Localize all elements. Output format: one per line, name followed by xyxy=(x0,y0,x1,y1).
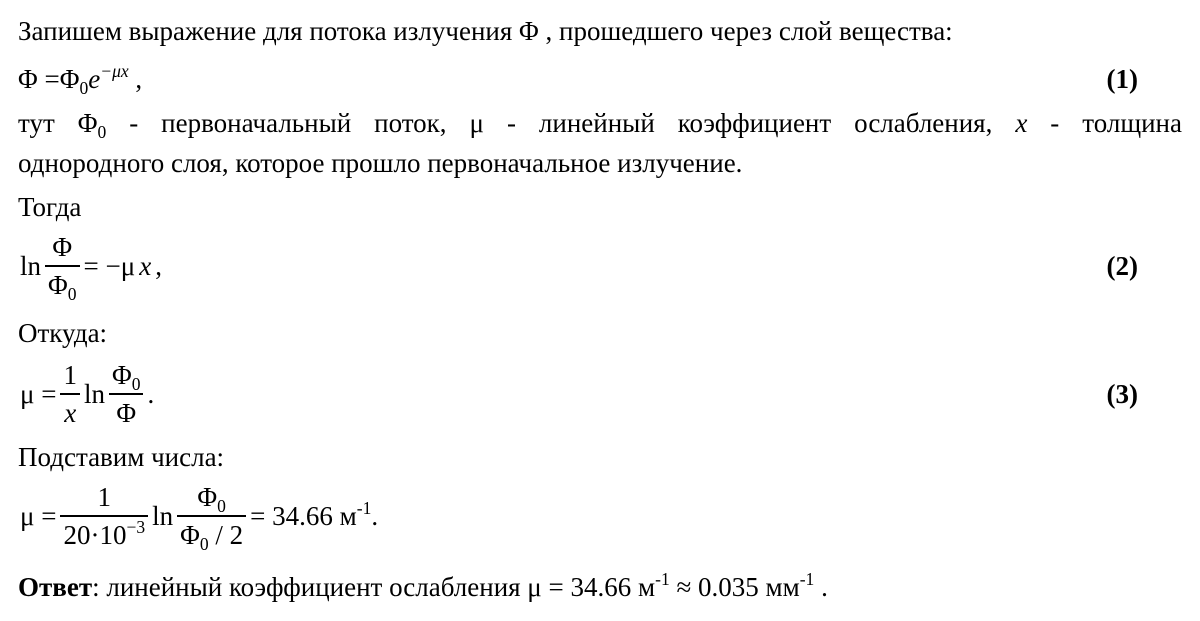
eq3-numerator xyxy=(109,357,144,395)
eq3-lhs: μ = xyxy=(20,378,57,409)
eq1-lhs: Φ xyxy=(18,64,38,94)
eq4-fraction-1 xyxy=(60,479,148,553)
answer-period: . xyxy=(814,572,828,602)
eq4-ln: ln xyxy=(152,500,174,531)
eq1-exponent: −μx xyxy=(100,61,129,82)
eq2-denominator xyxy=(45,267,80,303)
eq3-period: . xyxy=(147,378,155,409)
eq2-rhs: = −μ xyxy=(83,250,136,281)
eq4-rhs: = 34.66 м xyxy=(250,500,357,531)
eq4-den-exp: −3 xyxy=(126,517,146,538)
equation-1 xyxy=(18,62,142,96)
eq4-one: 1 xyxy=(60,479,148,517)
desc-end: - толщина xyxy=(1027,108,1182,138)
answer-exp2: -1 xyxy=(799,569,815,590)
eq4-lhs: μ = xyxy=(20,500,57,531)
eq1-e: e xyxy=(88,64,101,94)
eq4-rhs-exp: -1 xyxy=(356,497,372,518)
eq2-fraction xyxy=(45,229,80,303)
whence-text: Откуда: xyxy=(18,318,108,348)
eq3-num-sub: 0 xyxy=(131,373,141,394)
eq2-numerator: Φ xyxy=(45,229,80,267)
eq4-num-phi: Φ xyxy=(197,482,218,512)
eq3-x: x xyxy=(64,398,77,428)
desc-phi: тут Φ xyxy=(18,108,98,138)
answer-label: Ответ xyxy=(18,572,93,602)
eq4-fraction-2 xyxy=(177,479,246,553)
eq4-period: . xyxy=(371,500,379,531)
eq3-one: 1 xyxy=(60,357,80,395)
intro-text: Запишем выражение для потока излучения Φ , прошедшего через слой вещества: xyxy=(18,16,953,46)
answer-text: : линейный коэффициент ослабления μ = 34.66 м xyxy=(92,572,656,602)
equation-1-number: (1) xyxy=(1106,64,1138,94)
desc-rest: - первоначальный поток, μ - линейный коэффициент ослабления, xyxy=(106,108,1016,138)
substitute-text: Подставим числа: xyxy=(18,442,225,472)
eq2-den-sub: 0 xyxy=(67,283,77,304)
eq4-den2-rest: / 2 xyxy=(208,520,244,550)
eq4-denominator-2 xyxy=(177,517,246,553)
equation-2 xyxy=(18,226,164,306)
eq3-fraction-1 xyxy=(60,357,80,431)
eq4-result xyxy=(250,497,379,532)
answer-mid: ≈ 0.035 мм xyxy=(669,572,800,602)
then-text: Тогда xyxy=(18,192,82,222)
eq3-num-phi: Φ xyxy=(111,360,132,390)
desc-phi-sub: 0 xyxy=(97,121,107,142)
answer-exp1: -1 xyxy=(655,569,670,590)
eq4-den2-phi: Φ xyxy=(180,520,200,550)
equation-2-number: (2) xyxy=(1106,251,1138,281)
equation-3 xyxy=(18,354,156,434)
eq1-sub0: 0 xyxy=(79,77,89,98)
answer-line xyxy=(18,570,828,604)
eq1-equals: = xyxy=(44,64,60,94)
eq4-den-value: 20·10 xyxy=(63,520,127,550)
desc-x: x xyxy=(1015,108,1028,138)
eq2-den-phi: Φ xyxy=(48,270,68,300)
description-line-1 xyxy=(18,106,1182,140)
eq4-numerator-2 xyxy=(177,479,246,517)
eq2-comma: , xyxy=(155,250,162,281)
equation-3-number: (3) xyxy=(1106,379,1138,409)
eq3-fraction-2 xyxy=(109,357,144,431)
eq1-phi0: Φ xyxy=(59,64,80,94)
eq4-den2-sub: 0 xyxy=(199,533,209,554)
eq2-ln: ln xyxy=(20,250,42,281)
equation-4 xyxy=(18,476,380,556)
description-line-2: однородного слоя, которое прошло первоначальное излучение. xyxy=(18,148,743,178)
eq1-comma: , xyxy=(135,64,143,94)
eq4-denominator-1 xyxy=(60,517,148,553)
eq3-denominator: Φ xyxy=(116,398,137,428)
eq2-x: x xyxy=(139,250,152,281)
eq3-ln: ln xyxy=(83,378,105,409)
eq4-num-sub: 0 xyxy=(217,495,226,516)
